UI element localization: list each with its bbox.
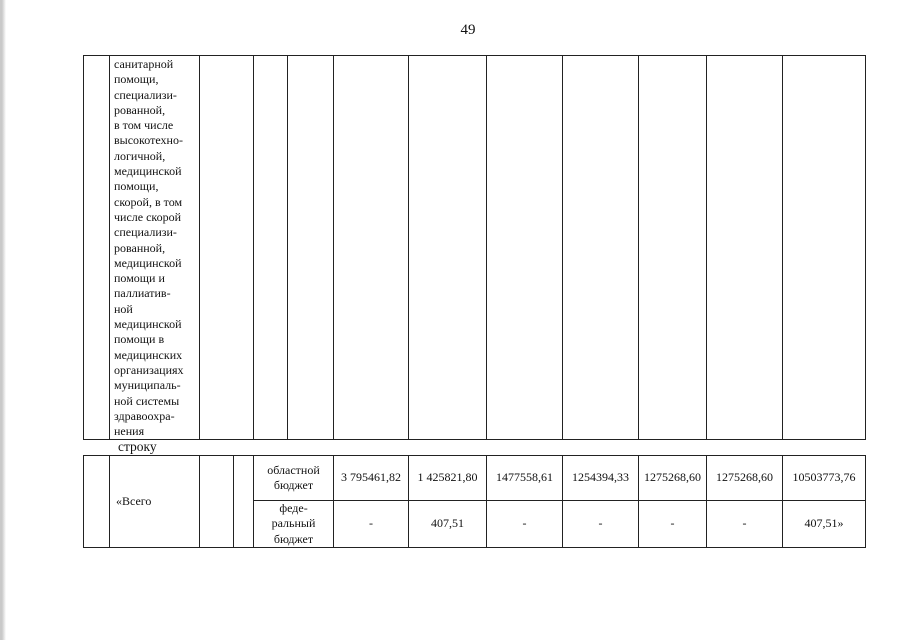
top-cell-empty [707, 56, 783, 440]
description-text: санитарной помощи, специализи- рованной, в том числе высокотехно- логичной, медицинской помощи, скорой, в том числе скорой специализи- рованной, медицинской помощи и паллиатив- ной медицинской помощи в медицинских организациях муниципаль- ной системы здравоохра- нения [114, 57, 184, 439]
bottom-table [83, 455, 866, 548]
value-cell: 1275268,60 [707, 456, 783, 501]
value-cell: 10503773,76 [783, 456, 866, 501]
source-label: областной бюджет [254, 456, 334, 501]
top-cell-empty [487, 56, 563, 440]
top-cell-empty [334, 56, 409, 440]
value-cell: 3 795461,82 [334, 456, 409, 501]
value-cell: 1 425821,80 [409, 456, 487, 501]
top-cell-empty [783, 56, 866, 440]
scan-edge [0, 0, 10, 640]
total-label: «Всего [110, 456, 200, 548]
top-cell-empty [200, 56, 254, 440]
value-cell: 1254394,33 [563, 456, 639, 501]
bottom-cell-empty [234, 456, 254, 548]
source-label: феде- ральный бюджет [254, 501, 334, 548]
value-cell: 1275268,60 [639, 456, 707, 501]
top-cell-number [84, 56, 110, 440]
value-cell: 407,51 [409, 501, 487, 548]
value-cell: - [639, 501, 707, 548]
top-cell-empty [288, 56, 334, 440]
page-number: 49 [460, 22, 476, 38]
value-cell: 1477558,61 [487, 456, 563, 501]
caption-stroku: строку [118, 439, 157, 454]
top-table [83, 55, 866, 440]
value-cell: - [563, 501, 639, 548]
top-cell-empty [409, 56, 487, 440]
top-cell-empty [254, 56, 288, 440]
value-cell: - [334, 501, 409, 548]
top-cell-empty [563, 56, 639, 440]
top-cell-description [110, 56, 200, 440]
bottom-cell-number [84, 456, 110, 548]
value-cell: 407,51» [783, 501, 866, 548]
value-cell: - [487, 501, 563, 548]
top-cell-empty [639, 56, 707, 440]
bottom-cell-empty [200, 456, 234, 548]
value-cell: - [707, 501, 783, 548]
